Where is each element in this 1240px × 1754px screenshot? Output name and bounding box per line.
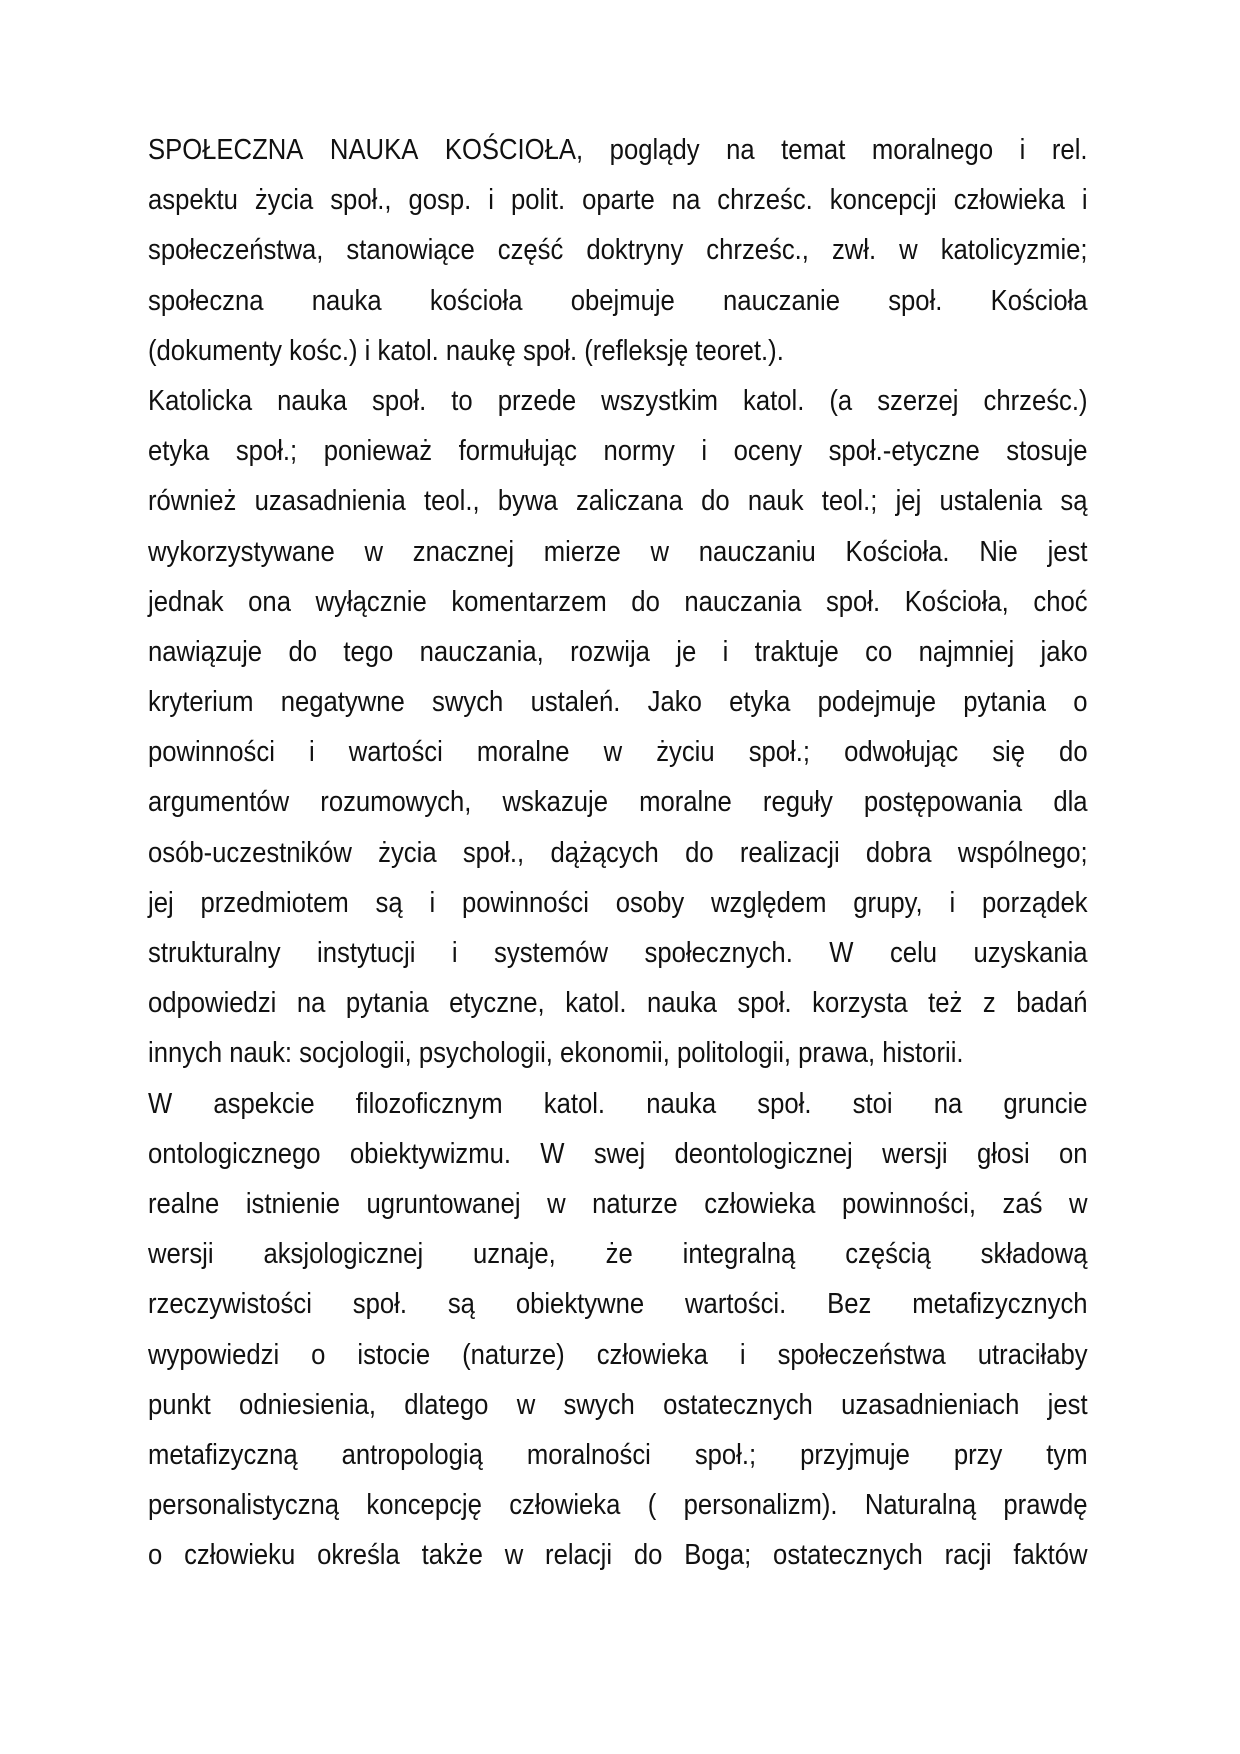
document-body-text: [148, 125, 1088, 1580]
text-line: powinności i wartości moralne w życiu społ.; odwołując się do: [148, 736, 1088, 769]
text-line: punkt odniesienia, dlatego w swych ostatecznych uzasadnieniach jest: [148, 1388, 1088, 1421]
text-line: o człowieku określa także w relacji do Boga; ostatecznych racji faktów: [148, 1539, 1088, 1572]
text-line: ontologicznego obiektywizmu. W swej deontologicznej wersji głosi on: [148, 1137, 1088, 1170]
text-line: realne istnienie ugruntowanej w naturze człowieka powinności, zaś w: [148, 1187, 1088, 1220]
text-line: metafizyczną antropologią moralności społ.; przyjmuje przy tym: [148, 1438, 1088, 1471]
text-line: również uzasadnienia teol., bywa zaliczana do nauk teol.; jej ustalenia są: [148, 485, 1088, 518]
text-line: innych nauk: socjologii, psychologii, ekonomii, politologii, prawa, historii.: [148, 1037, 964, 1070]
text-line: rzeczywistości społ. są obiektywne wartości. Bez metafizycznych: [148, 1288, 1088, 1321]
text-line: strukturalny instytucji i systemów społecznych. W celu uzyskania: [148, 937, 1088, 969]
text-line: etyka społ.; ponieważ formułując normy i oceny społ.-etyczne stosuje: [148, 435, 1088, 468]
text-line: kryterium negatywne swych ustaleń. Jako etyka podejmuje pytania o: [148, 686, 1088, 719]
text-line: jednak ona wyłącznie komentarzem do nauczania społ. Kościoła, choć: [148, 585, 1088, 618]
text-line: osób-uczestników życia społ., dążących do realizacji dobra wspólnego;: [148, 836, 1088, 869]
text-line: odpowiedzi na pytania etyczne, katol. nauka społ. korzysta też z badań: [148, 987, 1088, 1020]
text-line: personalistyczną koncepcję człowieka ( personalizm). Naturalną prawdę: [148, 1489, 1088, 1522]
text-line: społeczna nauka kościoła obejmuje nauczanie społ. Kościoła: [148, 284, 1088, 317]
text-line: argumentów rozumowych, wskazuje moralne reguły postępowania dla: [148, 786, 1088, 819]
text-line: wykorzystywane w znacznej mierze w nauczaniu Kościoła. Nie jest: [148, 535, 1088, 568]
text-line: wersji aksjologicznej uznaje, że integralną częścią składową: [148, 1238, 1088, 1271]
text-line: aspektu życia społ., gosp. i polit. oparte na chrześc. koncepcji człowieka i: [148, 184, 1088, 217]
text-line: W aspekcie filozoficznym katol. nauka społ. stoi na gruncie: [148, 1087, 1088, 1120]
text-line: SPOŁECZNA NAUKA KOŚCIOŁA, poglądy na temat moralnego i rel.: [148, 134, 1088, 166]
text-line: jej przedmiotem są i powinności osoby względem grupy, i porządek: [148, 886, 1088, 919]
text-line: (dokumenty kośc.) i katol. naukę społ. (refleksję teoret.).: [148, 334, 784, 367]
text-line: Katolicka nauka społ. to przede wszystkim katol. (a szerzej chrześc.): [148, 384, 1088, 417]
text-line: nawiązuje do tego nauczania, rozwija je i traktuje co najmniej jako: [148, 635, 1088, 668]
text-line: wypowiedzi o istocie (naturze) człowieka i społeczeństwa utraciłaby: [148, 1338, 1088, 1371]
text-line: społeczeństwa, stanowiące część doktryny chrześc., zwł. w katolicyzmie;: [148, 234, 1088, 267]
